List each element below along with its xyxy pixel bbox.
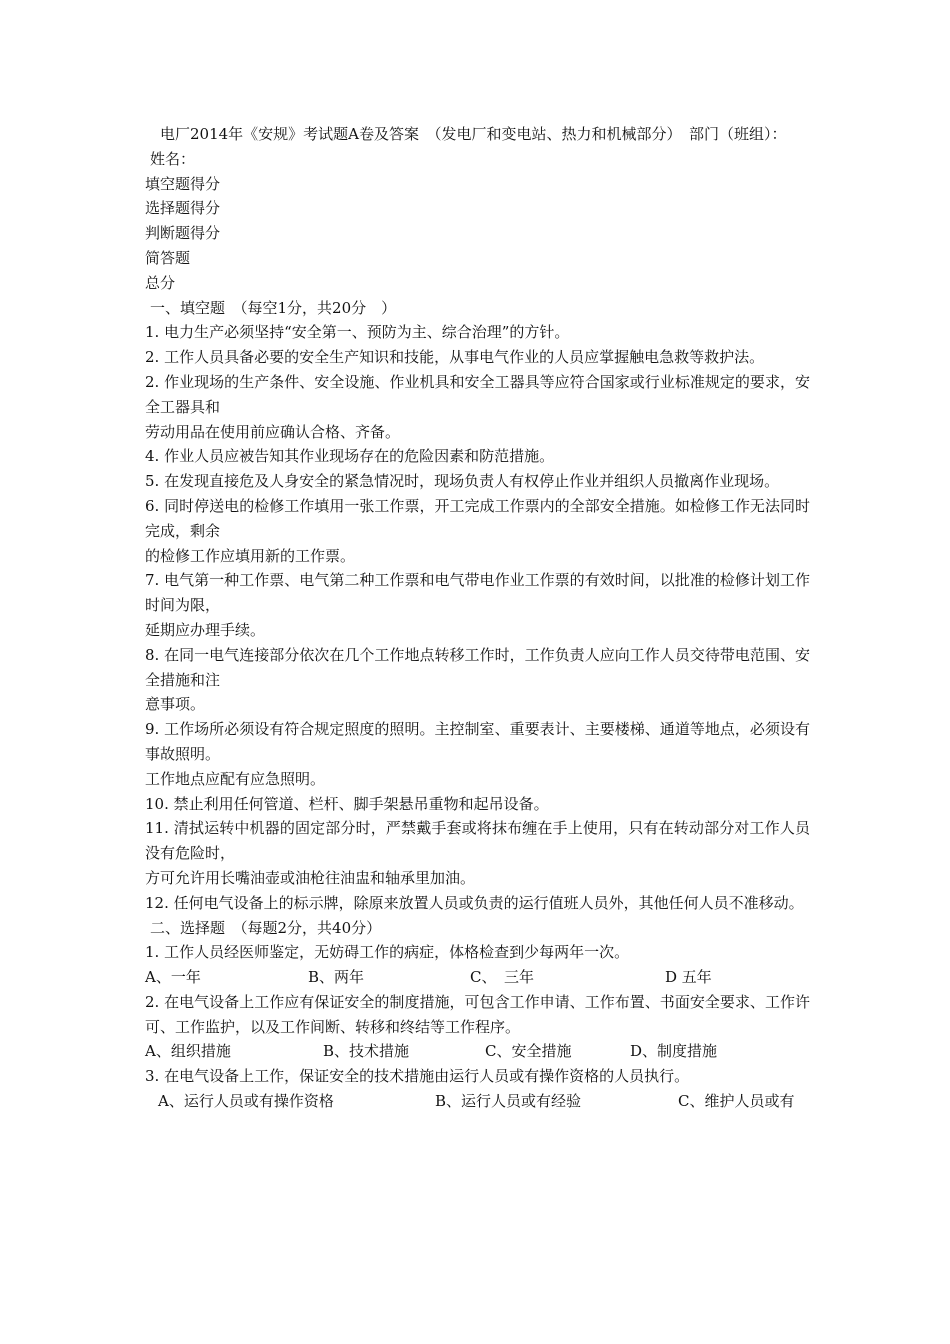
fill-item-continuation: 工作地点应配有应急照明。	[145, 769, 326, 788]
fill-item-continuation: 延期应办理手续。	[145, 620, 266, 639]
option-a: A、组织措施	[145, 1042, 231, 1061]
score-fill-label: 填空题得分	[145, 174, 221, 193]
option-b: B、两年	[308, 968, 365, 987]
section2-heading: 二、选择题 （每题2分，共40分）	[150, 918, 382, 937]
total-score-label: 总分	[145, 273, 176, 292]
document-page	[145, 122, 810, 1114]
fill-item: 9. 工作场所必须设有符合规定照度的照明。主控制室、重要表计、主要楼梯、通道等地点，必须设有事故照明。	[145, 720, 810, 763]
option-d: D 五年	[665, 968, 712, 987]
section1-heading: 一、填空题 （每空1分，共20分 ）	[150, 298, 397, 317]
fill-item-continuation: 的检修工作应填用新的工作票。	[145, 546, 356, 565]
option-c: C、 三年	[470, 968, 534, 987]
option-d: D、制度措施	[630, 1042, 718, 1061]
fill-item: 2. 工作人员具备必要的安全生产知识和技能，从事电气作业的人员应掌握触电急救等救护法。	[145, 348, 765, 367]
choice-options-1	[145, 965, 810, 990]
option-b: B、运行人员或有经验	[435, 1092, 582, 1111]
fill-item: 4. 作业人员应被告知其作业现场存在的危险因素和防范措施。	[145, 447, 555, 466]
fill-item: 10. 禁止利用任何管道、栏杆、脚手架悬吊重物和起吊设备。	[145, 794, 549, 813]
fill-item: 7. 电气第一种工作票、电气第二种工作票和电气带电作业工作票的有效时间，以批准的检修计划工作时间为限，	[145, 571, 810, 615]
fill-item: 1. 电力生产必须坚持“安全第一、预防为主、综合治理”的方针。	[145, 323, 570, 342]
score-judge-label: 判断题得分	[145, 224, 221, 243]
choice-question-2: 2. 在电气设备上工作应有保证安全的制度措施，可包含工作申请、工作布置、书面安全要求、工作许可、工作监护，以及工作间断、转移和终结等工作程序。	[145, 992, 810, 1036]
document-title: 电厂2014年《安规》考试题A卷及答案 （发电厂和变电站、热力和机械部分） 部门（班组）：	[160, 125, 787, 143]
option-c: C、维护人员或有	[678, 1092, 795, 1111]
fill-item: 8. 在同一电气连接部分依次在几个工作地点转移工作时，工作负责人应向工作人员交待带电范围、安全措施和注	[145, 645, 810, 689]
option-a: A、一年	[145, 968, 201, 987]
fill-item: 6. 同时停送电的检修工作填用一张工作票，开工完成工作票内的全部安全措施。如检修工作无法同时完成，剩余	[145, 496, 810, 540]
fill-item: 2. 作业现场的生产条件、安全设施、作业机具和安全工器具等应符合国家或行业标准规定的要求，安全工器具和	[145, 372, 810, 416]
fill-item-continuation: 劳动用品在使用前应确认合格、齐备。	[145, 422, 401, 441]
fill-item: 5. 在发现直接危及人身安全的紧急情况时，现场负责人有权停止作业并组织人员撤离作业现场。	[145, 472, 780, 491]
name-label: 姓名：	[150, 149, 196, 168]
fill-item-continuation: 意事项。	[145, 695, 206, 714]
fill-item: 12. 任何电气设备上的标示牌，除原来放置人员或负责的运行值班人员外，其他任何人员不准移动。	[145, 893, 804, 912]
option-a: A、运行人员或有操作资格	[158, 1092, 334, 1111]
choice-options-3	[145, 1089, 810, 1114]
option-b: B、技术措施	[323, 1042, 410, 1061]
score-choice-label: 选择题得分	[145, 199, 221, 218]
fill-item-continuation: 方可允许用长嘴油壶或油枪往油盅和轴承里加油。	[145, 868, 476, 887]
choice-question-3: 3. 在电气设备上工作，保证安全的技术措施由运行人员或有操作资格的人员执行。	[145, 1067, 690, 1086]
choice-question-1: 1. 工作人员经医师鉴定，无妨碍工作的病症，体格检查到少每两年一次。	[145, 943, 630, 962]
choice-options-2	[145, 1039, 810, 1064]
option-c: C、安全措施	[485, 1042, 572, 1061]
fill-item: 11. 清拭运转中机器的固定部分时，严禁戴手套或将抹布缠在手上使用，只有在转动部分对工作人员没有危险时，	[145, 819, 810, 863]
short-answer-label: 简答题	[145, 248, 191, 267]
